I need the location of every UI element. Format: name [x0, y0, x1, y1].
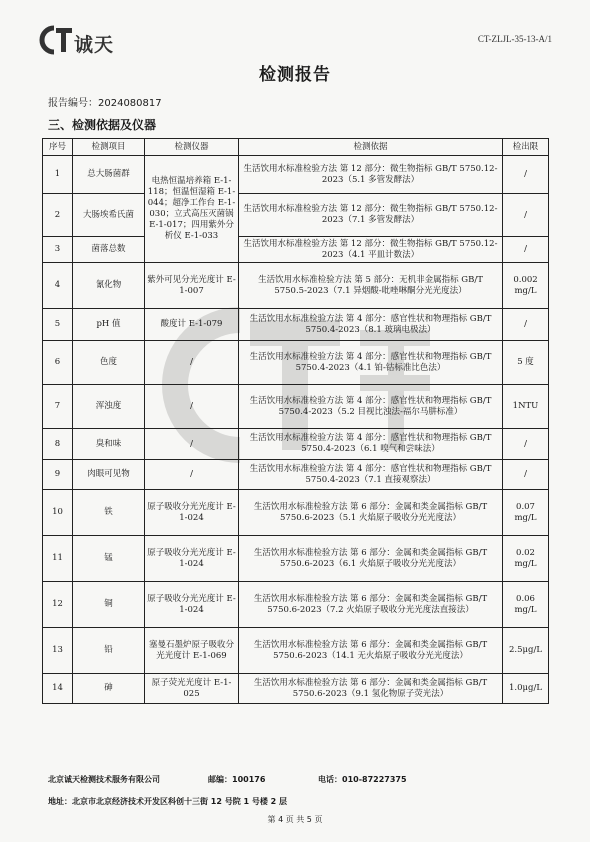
- cell-instrument: 紫外可见分光光度计 E-1-007: [145, 263, 239, 309]
- cell-no: 5: [43, 309, 73, 341]
- cell-instrument: 原子荧光光度计 E-1-025: [145, 674, 239, 704]
- cell-limit: /: [503, 460, 549, 490]
- cell-basis: 生活饮用水标准检验方法 第 12 部分：微生物指标 GB/T 5750.12-2023（5.1 多管发酵法）: [239, 156, 503, 194]
- table-row: [43, 341, 549, 385]
- cell-instrument: 酸度计 E-1-079: [145, 309, 239, 341]
- table-row: [43, 460, 549, 490]
- cell-item: 菌落总数: [73, 237, 145, 263]
- cell-no: 11: [43, 536, 73, 582]
- cell-basis: 生活饮用水标准检验方法 第 6 部分：金属和类金属指标 GB/T 5750.6-2023（5.1 火焰原子吸收分光光度法）: [239, 490, 503, 536]
- cell-no: 6: [43, 341, 73, 385]
- cell-limit: 0.002 mg/L: [503, 263, 549, 309]
- cell-basis: 生活饮用水标准检验方法 第 4 部分：感官性状和物理指标 GB/T 5750.4-2023（5.2 目视比浊法-福尔马肼标准）: [239, 385, 503, 429]
- table-row: [43, 194, 549, 237]
- cell-limit: 1.0μg/L: [503, 674, 549, 704]
- cell-no: 8: [43, 429, 73, 460]
- cell-no: 7: [43, 385, 73, 429]
- footer-phone: 电话：010-87227375: [318, 775, 407, 784]
- cell-basis: 生活饮用水标准检验方法 第 12 部分：微生物指标 GB/T 5750.12-2023（7.1 多管发酵法）: [239, 194, 503, 237]
- cell-item: 锰: [73, 536, 145, 582]
- footer-postal: 邮编：100176: [208, 775, 266, 784]
- table-header-row: [43, 139, 549, 156]
- cell-item: 色度: [73, 341, 145, 385]
- cell-no: 9: [43, 460, 73, 490]
- cell-item: pH 值: [73, 309, 145, 341]
- cell-limit: /: [503, 194, 549, 237]
- cell-instrument: 原子吸收分光光度计 E-1-024: [145, 490, 239, 536]
- footer-line-1: [48, 774, 407, 785]
- report-number: 报告编号：2024080817: [48, 98, 162, 109]
- cell-item: 臭和味: [73, 429, 145, 460]
- cell-instrument: 塞曼石墨炉原子吸收分光光度计 E-1-069: [145, 628, 239, 674]
- cell-limit: /: [503, 429, 549, 460]
- section-title: 三、检测依据及仪器: [48, 118, 157, 132]
- table-row: [43, 429, 549, 460]
- cell-basis: 生活饮用水标准检验方法 第 4 部分：感官性状和物理指标 GB/T 5750.4-2023（7.1 直接观察法）: [239, 460, 503, 490]
- cell-instrument: /: [145, 385, 239, 429]
- cell-item: 砷: [73, 674, 145, 704]
- table-row: [43, 156, 549, 194]
- cell-item: 肉眼可见物: [73, 460, 145, 490]
- cell-basis: 生活饮用水标准检验方法 第 6 部分：金属和类金属指标 GB/T 5750.6-2023（6.1 火焰原子吸收分光光度法）: [239, 536, 503, 582]
- cell-item: 浑浊度: [73, 385, 145, 429]
- cell-instrument: /: [145, 429, 239, 460]
- cell-no: 14: [43, 674, 73, 704]
- table-row: [43, 263, 549, 309]
- cell-no: 1: [43, 156, 73, 194]
- cell-basis: 生活饮用水标准检验方法 第 4 部分：感官性状和物理指标 GB/T 5750.4-2023（6.1 嗅气和尝味法）: [239, 429, 503, 460]
- cell-item: 铁: [73, 490, 145, 536]
- logo-text: 诚天: [74, 34, 115, 56]
- cell-no: 3: [43, 237, 73, 263]
- header-no: 序号: [43, 139, 73, 156]
- table-row: [43, 582, 549, 628]
- cell-limit: 0.06 mg/L: [503, 582, 549, 628]
- cell-no: 4: [43, 263, 73, 309]
- cell-limit: /: [503, 237, 549, 263]
- cell-instrument: /: [145, 460, 239, 490]
- header-basis: 检测依据: [239, 139, 503, 156]
- cell-no: 12: [43, 582, 73, 628]
- cell-limit: 1NTU: [503, 385, 549, 429]
- table-row: [43, 309, 549, 341]
- cell-item: 铅: [73, 628, 145, 674]
- detection-basis-table: [42, 138, 549, 704]
- cell-limit: 2.5μg/L: [503, 628, 549, 674]
- cell-item: 氰化物: [73, 263, 145, 309]
- footer-address: 地址：北京市北京经济技术开发区科创十三街 12 号院 1 号楼 2 层: [48, 797, 287, 806]
- page-title: 检测报告: [259, 65, 331, 85]
- cell-no: 2: [43, 194, 73, 237]
- header-limit: 检出限: [503, 139, 549, 156]
- footer-company: 北京诚天检测技术服务有限公司: [48, 775, 160, 784]
- cell-basis: 生活饮用水标准检验方法 第 4 部分：感官性状和物理指标 GB/T 5750.4-2023（4.1 铂-钴标准比色法）: [239, 341, 503, 385]
- page-number: 第 4 页 共 5 页: [267, 815, 323, 824]
- table-row: [43, 490, 549, 536]
- cell-item: 总大肠菌群: [73, 156, 145, 194]
- cell-basis: 生活饮用水标准检验方法 第 6 部分：金属和类金属指标 GB/T 5750.6-2023（9.1 氢化物原子荧光法）: [239, 674, 503, 704]
- cell-basis: 生活饮用水标准检验方法 第 6 部分：金属和类金属指标 GB/T 5750.6-2023（14.1 无火焰原子吸收分光光度法）: [239, 628, 503, 674]
- cell-basis: 生活饮用水标准检验方法 第 5 部分：无机非金属指标 GB/T 5750.5-2023（7.1 异烟酸-吡唑啉酮分光光度法）: [239, 263, 503, 309]
- cell-no: 10: [43, 490, 73, 536]
- cell-limit: /: [503, 309, 549, 341]
- table-row: [43, 536, 549, 582]
- cell-basis: 生活饮用水标准检验方法 第 4 部分：感官性状和物理指标 GB/T 5750.4-2023（8.1 玻璃电极法）: [239, 309, 503, 341]
- cell-item: 铜: [73, 582, 145, 628]
- cell-basis: 生活饮用水标准检验方法 第 12 部分：微生物指标 GB/T 5750.12-2023（4.1 平皿计数法）: [239, 237, 503, 263]
- cell-limit: /: [503, 156, 549, 194]
- cell-instrument-group: 电热恒温培养箱 E-1-118；恒温恒湿箱 E-1-044；超净工作台 E-1-030；立式高压灭菌锅 E-1-017；四用紫外分析仪 E-1-033: [145, 156, 239, 263]
- header-instrument: 检测仪器: [145, 139, 239, 156]
- cell-instrument: 原子吸收分光光度计 E-1-024: [145, 582, 239, 628]
- table-row: [43, 628, 549, 674]
- table-row: [43, 385, 549, 429]
- table-row: [43, 674, 549, 704]
- cell-instrument: 原子吸收分光光度计 E-1-024: [145, 536, 239, 582]
- cell-item: 大肠埃希氏菌: [73, 194, 145, 237]
- document-code: CT-ZLJL-35-13-A/1: [477, 34, 552, 44]
- cell-limit: 0.02 mg/L: [503, 536, 549, 582]
- cell-basis: 生活饮用水标准检验方法 第 6 部分：金属和类金属指标 GB/T 5750.6-2023（7.2 火焰原子吸收分光光度法直接法）: [239, 582, 503, 628]
- table-row: [43, 237, 549, 263]
- cell-limit: 0.07 mg/L: [503, 490, 549, 536]
- cell-limit: 5 度: [503, 341, 549, 385]
- header-item: 检测项目: [73, 139, 145, 156]
- cell-no: 13: [43, 628, 73, 674]
- cell-instrument: /: [145, 341, 239, 385]
